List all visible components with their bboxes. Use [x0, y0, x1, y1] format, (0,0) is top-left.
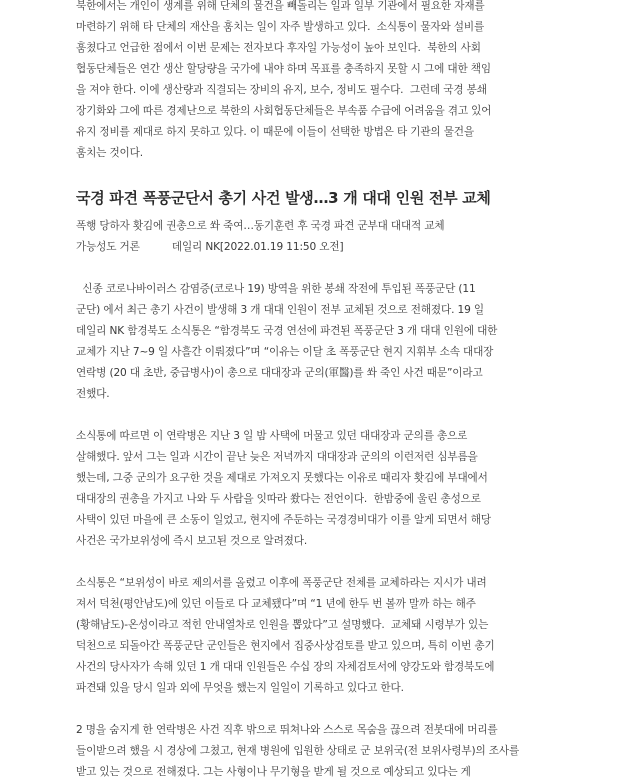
- text-line: 소식통에 따르면 이 연락병은 지난 3 일 밤 사택에 머물고 있던 대대장과 군의를 총으로: [76, 430, 468, 442]
- text-line: 져서 덕천(평안남도)에 있던 이들로 다 교체됐다”며 “1 년에 한두 번 볼까 말까 하는 해주: [76, 598, 476, 610]
- text-line: 소식통은 “보위성이 바로 제의서를 올렸고 이후에 폭풍군단 전체를 교체하라는 지시가 내려: [76, 577, 487, 589]
- text-line: 사건은 국가보위성에 즉시 보고된 것으로 알려졌다.: [76, 535, 308, 547]
- text-line: 을 져야 한다. 이에 생산량과 직결되는 장비의 유지, 보수, 정비도 필수다. 그런데 국경 봉쇄: [76, 84, 487, 96]
- text-line: 2 명을 숨지게 한 연락병은 사건 직후 밖으로 뛰쳐나와 스스로 목숨을 끊으려 전봇대에 머리를: [76, 724, 498, 736]
- text-line: 했는데, 그중 군의가 요구한 것을 제대로 가져오지 못했다는 이유로 때리자 홧김에 부대에서: [76, 472, 488, 484]
- text-line: 사건의 당사자가 속해 있던 1 개 대대 인원들은 수십 장의 자체검토서에 양강도와 함경북도에: [76, 661, 495, 673]
- body-paragraph: [76, 720, 576, 783]
- text-line: 협동단체들은 연간 생산 할당량을 국가에 내야 하며 목표를 충족하지 못할 시 그에 대한 책임: [76, 63, 491, 75]
- article-paragraphs: [76, 258, 576, 783]
- text-line: 마련하기 위해 타 단체의 재산을 훔치는 일이 자주 발생하고 있다. 소식통이 물자와 설비를: [76, 21, 485, 33]
- article-subtitle: [76, 216, 576, 258]
- text-line: 전했다.: [76, 388, 110, 400]
- text-line: 사택이 있던 마을에 큰 소동이 일었고, 현지에 주둔하는 국경경비대가 이를 알게 되면서 해당: [76, 514, 491, 526]
- text-line: 훔치는 것이다.: [76, 147, 143, 159]
- paragraph-gap: [76, 552, 576, 573]
- paragraph-gap: [76, 699, 576, 720]
- text-line: 파견돼 있을 당시 일과 외에 무엇을 했는지 일일이 기록하고 있다고 한다.: [76, 682, 404, 694]
- text-line: 북한에서는 개인이 생계를 위해 단체의 물건을 빼돌리는 일과 일부 기관에서 필요한 자재를: [76, 0, 485, 12]
- text-line: 들이받으려 했을 시 경상에 그쳤고, 현재 병원에 입원한 상태로 군 보위국(전 보위사령부)의 조사를: [76, 745, 520, 757]
- text-line: 교체가 지난 7~9 일 사흘간 이뤄졌다”며 “이유는 이달 초 폭풍군단 현지 지휘부 소속 대대장: [76, 346, 494, 358]
- paragraph-gap: [76, 405, 576, 426]
- text-line: 대대장의 권총을 가지고 나와 두 사람을 잇따라 쐈다는 전언이다. 한밤중에 울린 총성으로: [76, 493, 481, 505]
- body-paragraph: [76, 426, 576, 552]
- text-line: 가능성도 거론 데일리 NK[2022.01.19 11:50 오전]: [76, 241, 344, 253]
- text-line: 덕천으로 되돌아간 폭풍군단 군인들은 현지에서 집중사상검토를 받고 있으며, 특히 이번 총기: [76, 640, 495, 652]
- text-line: 데일리 NK 함경북도 소식통은 “함경북도 국경 연선에 파견된 폭풍군단 3 개 대대 인원에 대한: [76, 325, 498, 337]
- text-line: 살해했다. 앞서 그는 일과 시간이 끝난 늦은 저녁까지 대대장과 군의의 이런저런 심부름을: [76, 451, 478, 463]
- body-paragraph: [76, 279, 576, 405]
- text-line: 훔쳤다고 언급한 점에서 이번 문제는 전자보다 후자일 가능성이 높아 보인다. 북한의 사회: [76, 42, 481, 54]
- text-line: 군단) 에서 최근 총기 사건이 발생해 3 개 대대 인원이 전부 교체된 것으로 전해졌다. 19 일: [76, 304, 484, 316]
- text-line: (황해남도)-온성이라고 적힌 안내열차로 인원을 뽑았다”고 설명했다. 교체돼 시령부가 있는: [76, 619, 489, 631]
- text-line: 받고 있는 것으로 전해졌다. 그는 사형이나 무기형을 받게 될 것으로 예상되고 있다는 게: [76, 766, 471, 778]
- body-paragraph: [76, 573, 576, 699]
- article-body: [76, 0, 576, 783]
- text-line: 신종 코로나바이러스 감염증(코로나 19) 방역을 위한 봉쇄 작전에 투입된 폭풍군단 (11: [76, 283, 476, 295]
- text-line: 유지 정비를 제대로 하지 못하고 있다. 이 때문에 이들이 선택한 방법은 타 기관의 물건을: [76, 126, 474, 138]
- text-line: 폭행 당하자 홧김에 권총으로 쏴 죽여…동기훈련 후 국경 파견 군부대 대대적 교체: [76, 220, 445, 232]
- text-line: 연락병 (20 대 초반, 중급병사)이 총으로 대대장과 군의(軍醫)를 쏴 죽인 사건 때문”이라고: [76, 367, 483, 379]
- paragraph-gap: [76, 258, 576, 279]
- article-headline: 국경 파견 폭풍군단서 총기 사건 발생…3 개 대대 인원 전부 교체: [76, 189, 491, 207]
- text-line: 장기화와 그에 따른 경제난으로 북한의 사회협동단체들은 부속품 수급에 어려움을 겪고 있어: [76, 105, 492, 117]
- intro-paragraph: [76, 0, 576, 164]
